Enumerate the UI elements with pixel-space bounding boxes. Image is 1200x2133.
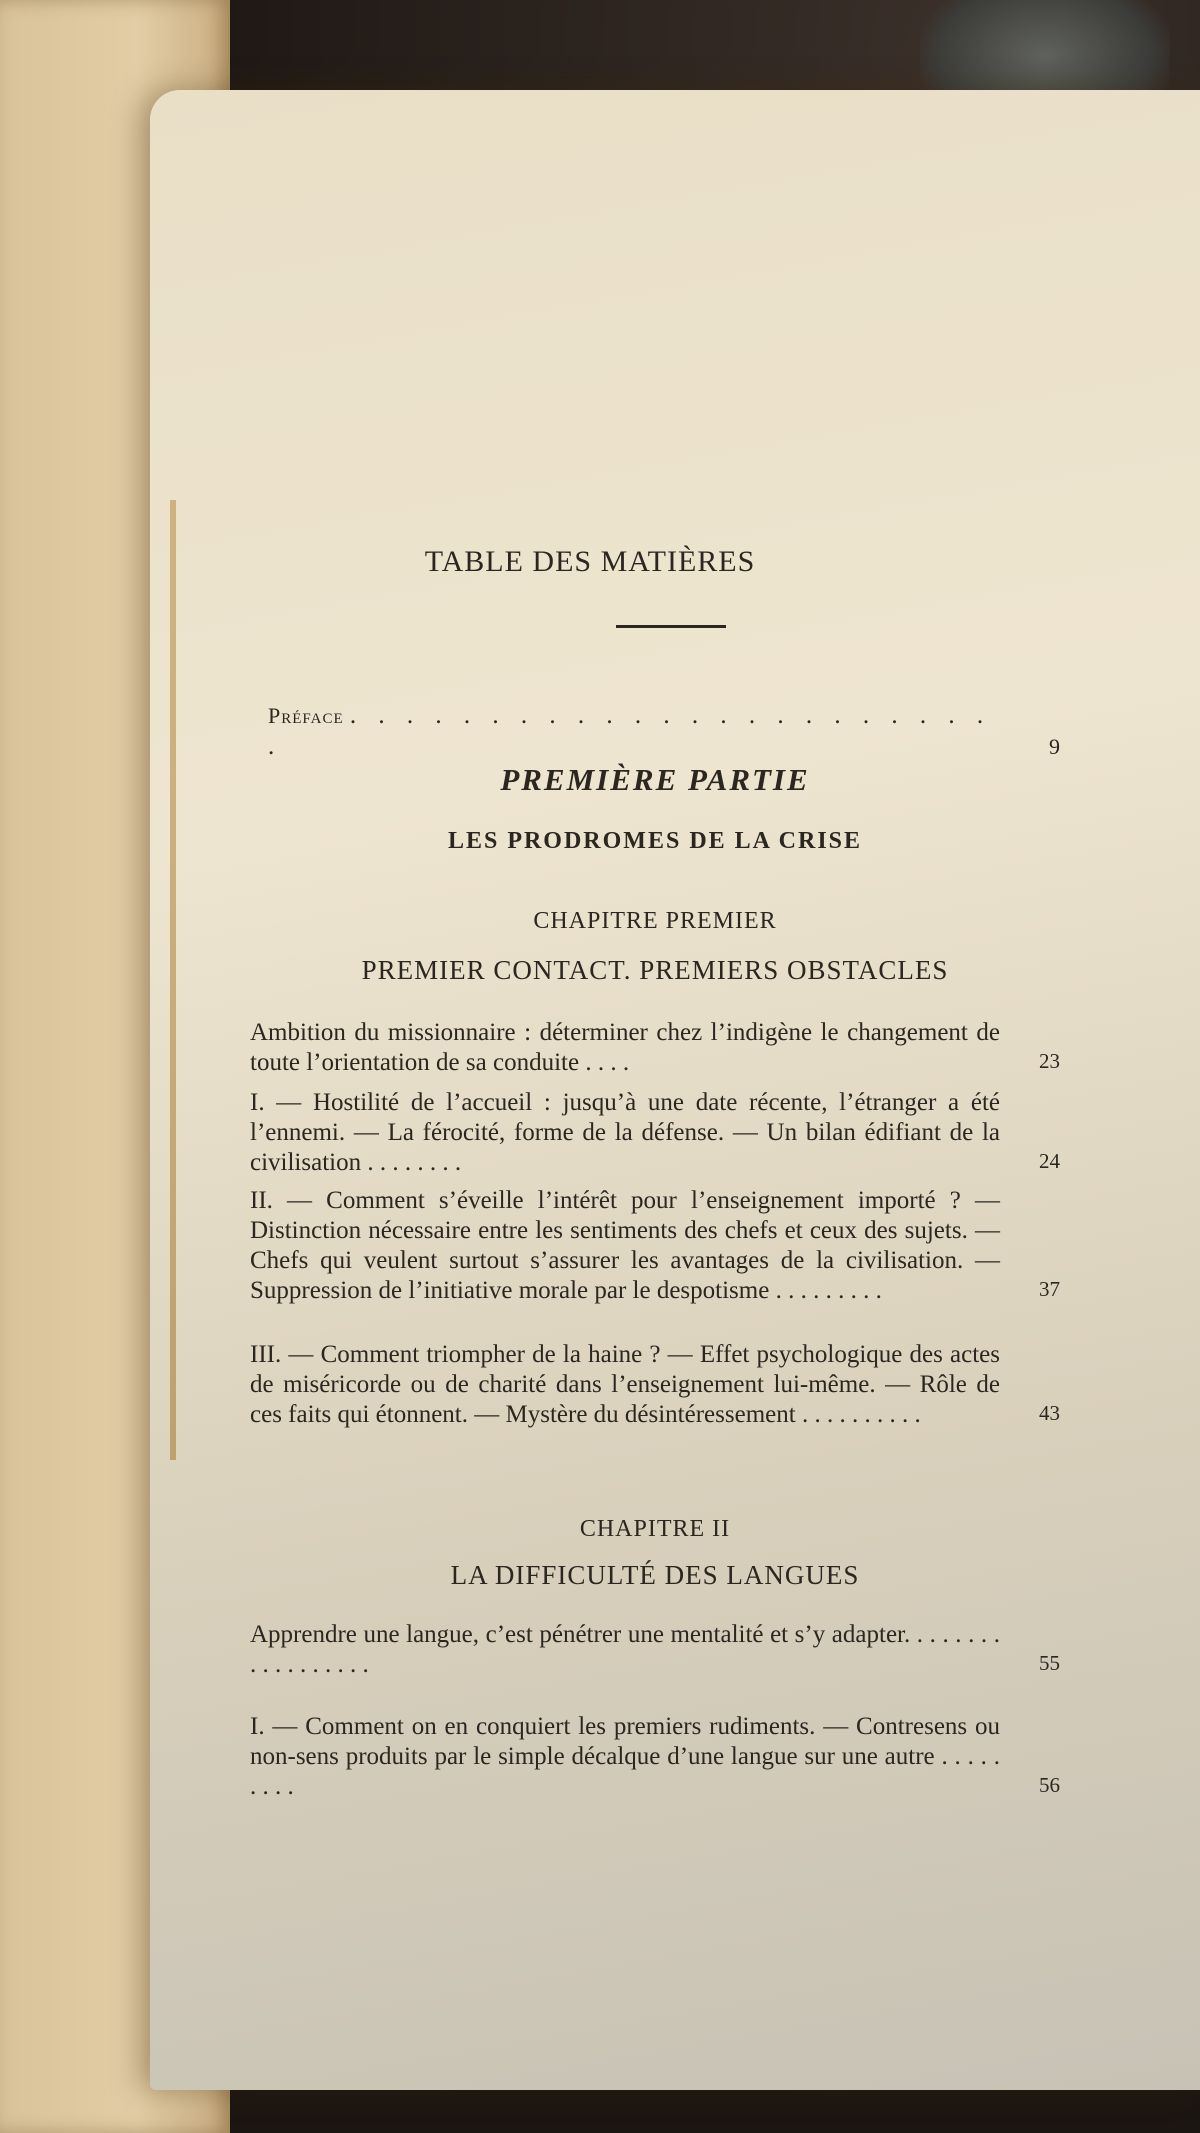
toc-entry: III. — Comment triompher de la haine ? — Effet psychologique des actes de miséricorde ou de charité dans l’enseignement lui-même. — Rôle de ces faits qui étonnent. — Mystère du désintéressement . . . . . . . . . . 43 (250, 1341, 1060, 1428)
entry-page: 55 (1039, 1651, 1060, 1675)
entry-page: 24 (1039, 1149, 1060, 1173)
chapter-title: PREMIER CONTACT. PREMIERS OBSTACLES (361, 955, 949, 985)
entry-page: 37 (1039, 1277, 1060, 1301)
chapter-heading: CHAPITRE II (579, 1516, 731, 1542)
toc-title: TABLE DES MATIÈRES (424, 545, 756, 578)
preface-label: Préface (268, 703, 344, 728)
preface-row (268, 700, 1060, 762)
entry-page: 43 (1039, 1401, 1060, 1425)
toc-entry: I. — Hostilité de l’accueil : jusqu’à une date récente, l’étranger a été l’ennemi. — La férocité, forme de la défense. — Un bilan édifiant de la civilisation . . . . . . . . 24 (250, 1089, 1060, 1176)
preface-page: 9 (1049, 734, 1060, 759)
chapter-title: LA DIFFICULTÉ DES LANGUES (450, 1560, 860, 1590)
toc-entry: Apprendre une langue, c’est pénétrer une mentalité et s’y adapter. . . . . . . . . . . . . . . . . . 55 (250, 1621, 1060, 1678)
toc-entry: I. — Comment on en conquiert les premiers rudiments. — Contresens ou non-sens produits par le simple décalque d’une langue sur une autre . . . . . . . . . 56 (250, 1713, 1060, 1800)
leader-dots: . . . . . . . . . . . . . . . . . . . . . . . . (268, 702, 992, 760)
entry-page: 56 (1039, 1773, 1060, 1797)
chapter-heading: CHAPITRE PREMIER (533, 908, 777, 934)
title-rule (616, 625, 726, 628)
toc-entry: Ambition du missionnaire : déterminer chez l’indigène le changement de toute l’orientation de sa conduite . . . . 23 (250, 1019, 1060, 1076)
book-gutter (170, 500, 176, 1460)
part-subtitle: LES PRODROMES DE LA CRISE (447, 828, 863, 854)
toc-entry: II. — Comment s’éveille l’intérêt pour l’enseignement importé ? — Distinction nécessaire entre les sentiments des chefs et ceux des sujets. — Chefs qui veulent surtout s’assurer les avantages de la civilisation. — Suppression de l’initiative morale par le despotisme . . . . . . . . . 37 (250, 1187, 1060, 1304)
part-title: PREMIÈRE PARTIE (500, 762, 810, 797)
entry-page: 23 (1039, 1049, 1060, 1073)
